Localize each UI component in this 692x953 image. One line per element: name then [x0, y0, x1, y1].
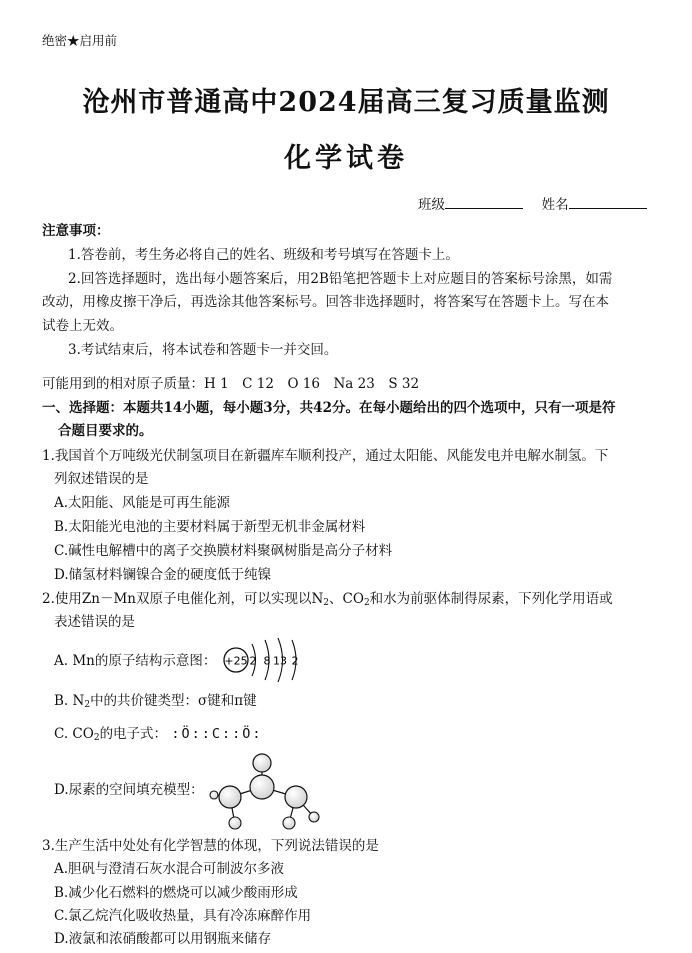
q1-option-a: A.太阳能、风能是可再生能源 — [54, 495, 231, 511]
hydrogen-atom-3 — [283, 817, 295, 829]
nitrogen-atom-left — [219, 786, 241, 808]
secret-mark: 绝密★启用前 — [42, 33, 118, 48]
q2-option-b: B. $N_2$中的共价键类型：σ键和π键 — [54, 693, 257, 710]
q2-option-a-label: A. Mn的原子结构示意图： — [54, 653, 217, 669]
shell-count-4: 2 — [291, 654, 299, 668]
name-label: 姓名 — [541, 197, 569, 213]
q3-option-b: B.减少化石燃料的燃烧可以减少酸雨形成 — [54, 885, 298, 901]
notes-item-2-line-2: 改动，用橡皮擦干净后，再选涂其他答案标号。回答非选择题时，将答案写在答题卡上。写在本 — [42, 294, 609, 310]
shell-count-3: 13 — [273, 654, 287, 668]
hydrogen-atom-1 — [210, 791, 218, 799]
q3-option-a: A.胆矾与澄清石灰水混合可制波尔多液 — [54, 861, 285, 877]
section-1-line-1: 一、选择题：本题共14小题，每小题3分，共42分。在每小题给出的四个选项中，只有一项是符 — [42, 400, 616, 416]
exam-title: 沧州市普通高中2024届高三复习质量监测 — [82, 87, 610, 118]
q3-option-c: C.氯乙烷汽化吸收热量，具有冷冻麻醉作用 — [54, 908, 312, 924]
mn-atom-structure-diagram — [222, 630, 312, 690]
q1-stem-line-2: 列叙述错误的是 — [54, 471, 149, 487]
q2-stem-line-1: 2.使用Zn－Mn双原子电催化剂，可以实现以$N_2$、$CO_2$和水为前驱体制得尿素，下列化学用语或 — [42, 591, 613, 608]
q2-option-c: C. $CO_2$的电子式： :Ö::C::Ö: — [54, 726, 263, 743]
notes-item-1: 1.答卷前，考生务必将自己的姓名、班级和考号填写在答题卡上。 — [68, 247, 459, 263]
class-label: 班级 — [418, 197, 445, 213]
co2-electron-formula: :Ö::C::Ö: — [171, 726, 263, 742]
q2-option-d-label: D.尿素的空间填充模型： — [54, 782, 204, 798]
nucleus-charge: +25 — [224, 654, 248, 668]
q1-option-b: B.太阳能光电池的主要材料属于新型无机非金属材料 — [54, 519, 366, 535]
class-name-fields — [418, 195, 647, 214]
hydrogen-atom-2 — [229, 817, 241, 829]
carbon-atom — [250, 775, 274, 799]
q1-option-c: C.碱性电解槽中的离子交换膜材料聚砜树脂是高分子材料 — [54, 543, 393, 559]
q3-option-d: D.液氯和浓硝酸都可以用钢瓶来储存 — [54, 931, 272, 947]
name-blank[interactable] — [569, 195, 647, 209]
notes-item-2-line-1: 2.回答选择题时，选出每小题答案后，用2B铅笔把答题卡上对应题目的答案标号涂黑，如需 — [68, 271, 613, 287]
class-blank[interactable] — [445, 195, 523, 209]
nitrogen-atom-right — [285, 786, 307, 808]
shell-count-2: 8 — [263, 654, 271, 668]
exam-subtitle: 化学试卷 — [284, 143, 408, 174]
atomic-masses: 可能用到的相对原子质量：H 1 C 12 O 16 Na 23 S 32 — [42, 376, 420, 392]
shell-count-1: 2 — [249, 654, 257, 668]
notes-item-3: 3.考试结束后，将本试卷和答题卡一并交回。 — [68, 342, 338, 358]
section-1-line-2: 合题目要求的。 — [58, 423, 153, 439]
q1-stem-line-1: 1.我国首个万吨级光伏制氢项目在新疆库车顺利投产，通过太阳能、风能发电并电解水制氢。下 — [42, 448, 609, 464]
oxygen-atom — [253, 754, 271, 772]
q2-stem-line-2: 表述错误的是 — [54, 614, 135, 630]
urea-space-filling-model — [204, 745, 324, 835]
notes-heading: 注意事项： — [42, 223, 110, 239]
q3-stem: 3.生产生活中处处有化学智慧的体现，下列说法错误的是 — [42, 838, 379, 854]
q1-option-d: D.储氢材料镧镍合金的硬度低于纯镍 — [54, 567, 272, 583]
hydrogen-atom-4 — [309, 812, 319, 822]
notes-item-2-line-3: 试卷上无效。 — [42, 318, 123, 334]
